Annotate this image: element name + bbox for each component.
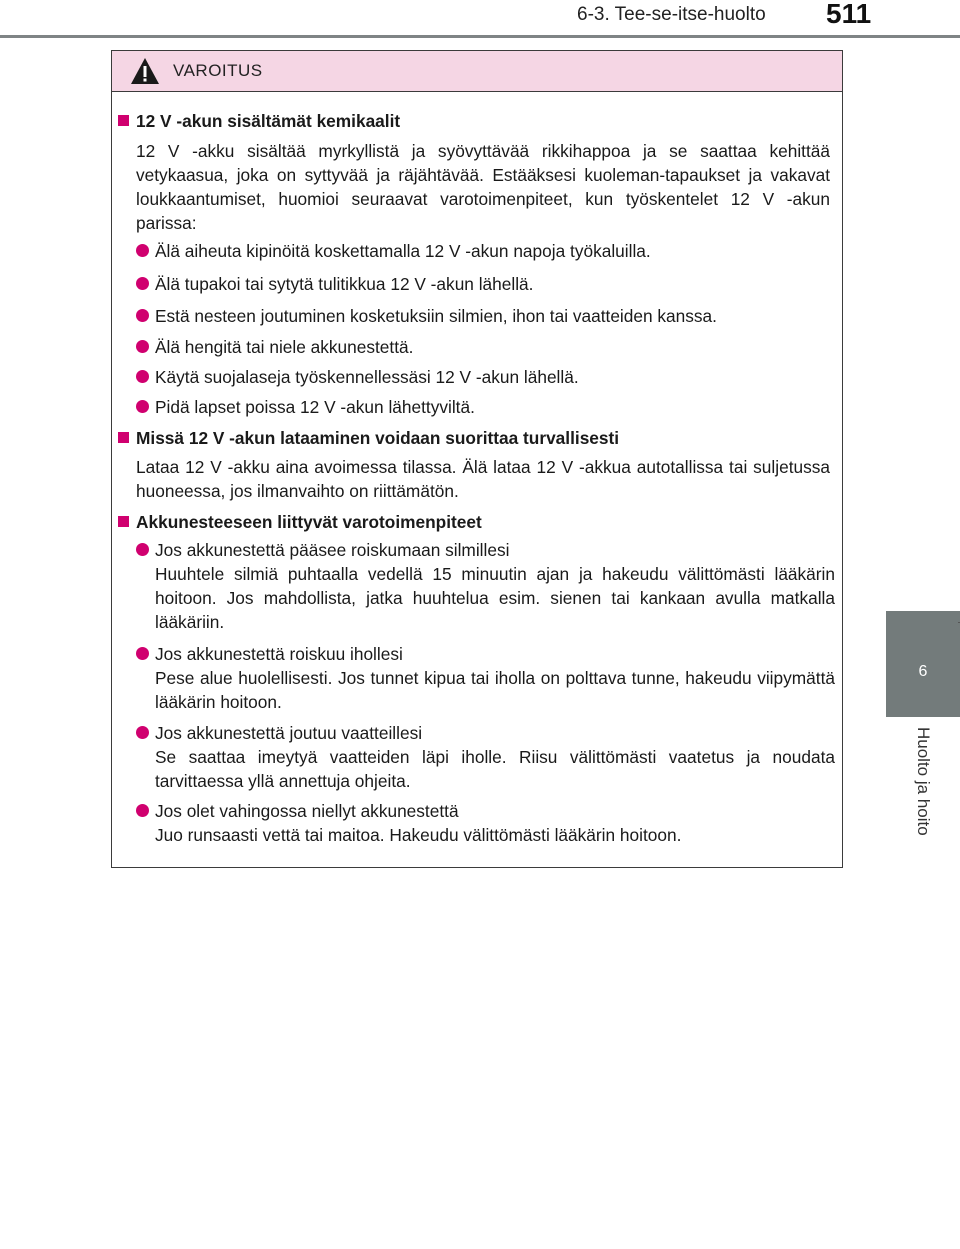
warning-header [112,51,842,92]
square-bullet-icon [118,516,129,527]
list-item-text: Huuhtele silmiä puhtaalla vedellä 15 minuutin ajan ja hakeudu välittömästi lääkärin hoitoon. Jos mahdollista, jatka huuhtelua esim. sienen tai kankaan avulla matkalla lääkäriin. [155,564,835,632]
list-item-title: Jos olet vahingossa niellyt akkunestettä [155,801,459,821]
warning-box: VAROITUS 12 V -akun sisältämät kemikaalit 12 V -akku sisältää myrkyllistä ja syövyttävää rikkihappoa ja se saattaa kehittää vetykaasua, joka on syttyvää ja räjähtävää. Estääksesi kuoleman-tapaukset ja vakavat loukkaantumiset, huomioi seuraavat varotoimenpiteet, kun työskentelet 12 V -akun parissa: Älä aiheuta kipinöitä koskettamalla 12 V -akun napoja työkaluilla. Älä tupakoi tai sytytä tulitikkua 12 V -akun lähellä. Estä nesteen joutuminen kosketuksiin silmien, ihon tai vaatteiden kanssa. Älä hengitä tai niele akkunestettä. Käytä suojalaseja työskennellessäsi 12 V -akun lähellä. Pidä lapset poissa 12 V -akun lähettyviltä. Missä 12 V -akun lataaminen voidaan suorittaa turvallisesti Lataa 12 V -akku aina avoimessa tilassa. Älä lataa 12 V -akkua autotallissa tai suljetussa huoneessa, jos ilmanvaihto on riittämätön. Akkunesteeseen liittyvät varotoimenpiteet Jos akkunestettä pääsee roiskumaan silmillesi Huuhtele silmiä puhtaalla vedellä 15 minuutin ajan ja hakeudu välittömästi lääkärin hoitoon. Jos mahdollista, jatka huuhtelua esim. sienen tai kankaan avulla matkalla lääkäriin. Jos akkunestettä roiskuu ihollesi Pese alue huolellisesti. Jos tunnet kipua tai iholla on polttava tunne, hakeudu viipymättä lääkärin hoitoon. Jos akkunestettä joutuu vaatteillesi Se saattaa imeytyä vaatteiden läpi iholle. Riisu välittömästi vaatetus ja noudata tarvittaessa yllä annettuja ohjeita. Jos olet vahingossa niellyt akkunestettä Juo runsaasti vettä tai maitoa. Hakeudu välittömästi lääkärin hoitoon. [111,50,843,868]
round-bullet-icon [136,370,149,383]
chapter-label [886,717,960,877]
section-paragraph: 12 V -akku sisältää myrkyllistä ja syövyttävää rikkihappoa ja se saattaa kehittää vetykaasua, joka on syttyvää ja räjähtävää. Estääksesi kuoleman-tapaukset ja vakavat loukkaantumiset, huomioi seuraavat varotoimenpiteet, kun työskentelet 12 V -akun parissa: [136,141,830,233]
round-bullet-icon [136,277,149,290]
square-bullet-icon [118,115,129,126]
section-title: 6-3. Tee-se-itse-huolto [577,4,766,25]
chapter-number: 6 [918,663,928,680]
list-item-text: Se saattaa imeytyä vaatteiden läpi iholle. Riisu välittömästi vaatetus ja noudata tarvittaessa yllä annettuja ohjeita. [155,747,835,791]
round-bullet-icon [136,400,149,413]
round-bullet-icon [136,647,149,660]
list-item-text: Juo runsaasti vettä tai maitoa. Hakeudu välittömästi lääkärin hoitoon. [155,825,682,845]
square-bullet-icon [118,432,129,443]
warning-triangle-icon [130,57,160,85]
list-item-title: Jos akkunestettä joutuu vaatteillesi [155,723,423,743]
page-header [0,0,960,40]
round-bullet-icon [136,309,149,322]
list-item-title: Jos akkunestettä roiskuu ihollesi [155,644,403,664]
chapter-title: Huolto ja hoito [914,727,933,836]
warning-title: VAROITUS [173,61,263,80]
round-bullet-icon [136,804,149,817]
round-bullet-icon [136,340,149,353]
page-number: 511 [826,0,872,29]
round-bullet-icon [136,726,149,739]
round-bullet-icon [136,543,149,556]
list-item-title: Jos akkunestettä pääsee roiskumaan silmillesi [155,540,510,560]
chapter-tab [886,611,960,717]
section-paragraph: Lataa 12 V -akku aina avoimessa tilassa. Älä lataa 12 V -akkua autotallissa tai suljetussa huoneessa, jos ilmanvaihto on riittämätön. [136,457,830,501]
round-bullet-icon [136,244,149,257]
list-item-text: Pese alue huolellisesti. Jos tunnet kipua tai iholla on polttava tunne, hakeudu viipymättä lääkärin hoitoon. [155,668,835,712]
header-rule [0,35,960,38]
